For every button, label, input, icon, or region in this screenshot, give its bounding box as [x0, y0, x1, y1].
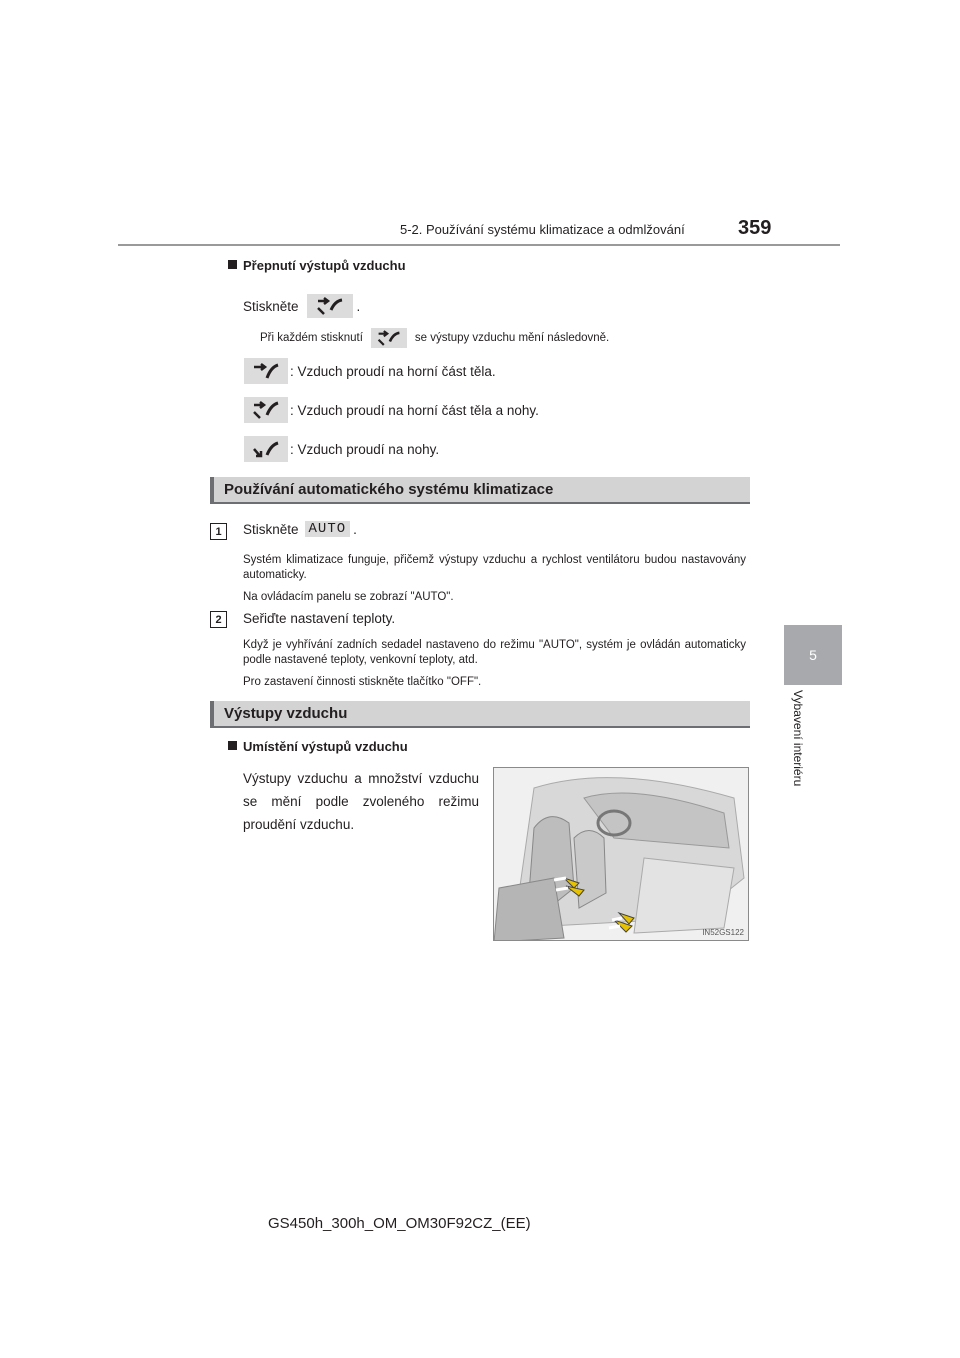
chapter-label — [786, 690, 806, 820]
step-2-note-1: Když je vyhřívání zadních sedadel nastaveno do režimu "AUTO", systém je ovládán automaticky podle nastavené teploty, venkovní teploty, atd. — [243, 639, 746, 666]
mode-note: Při každém stisknutí se výstupy vzduchu mění následovně. — [260, 328, 609, 348]
footer-code: GS450h_300h_OM_OM30F92CZ_(EE) — [268, 1215, 531, 1232]
press-mode-instruction: Stiskněte . — [243, 294, 360, 318]
vents-section-title: Výstupy vzduchu — [224, 705, 348, 722]
chapter-label-text: Vybavení interiéru — [791, 690, 805, 787]
bar-accent — [210, 701, 214, 726]
mode-row-upper: : Vzduch proudí na horní část těla. — [244, 358, 496, 384]
header-rule — [118, 244, 840, 246]
upper-body-vent-icon — [244, 358, 288, 384]
feet-vent-icon — [244, 436, 288, 462]
car-interior-drawing — [494, 768, 749, 941]
air-switch-heading: Přepnutí výstupů vzduchu — [228, 258, 406, 273]
step-1-note-1: Systém klimatizace funguje, přičemž výstupy vzduchu a rychlost ventilátoru budou nastavovány automaticky. — [243, 554, 746, 581]
auto-button-label: AUTO — [305, 521, 351, 537]
step-1-number: 1 — [210, 523, 227, 540]
page-number: 359 — [738, 217, 772, 239]
step-2-note-2: Pro zastavení činnosti stiskněte tlačítko "OFF". — [243, 676, 482, 688]
bullet-square-icon — [228, 741, 237, 750]
mode-row-feet: : Vzduch proudí na nohy. — [244, 436, 439, 462]
figure-code: IN52GS122 — [702, 928, 744, 937]
vents-description: Výstupy vzduchu a množství vzduchu se mění podle zvoleného režimu proudění vzduchu. — [243, 771, 479, 832]
step-1-text: Stiskněte AUTO . — [243, 521, 357, 537]
mode-button-small-icon — [371, 328, 407, 348]
chapter-tab: 5 — [784, 625, 842, 685]
vents-location-heading: Umístění výstupů vzduchu — [228, 739, 408, 754]
section-title: 5-2. Používání systému klimatizace a odmlžování — [400, 222, 685, 237]
bar-accent — [210, 477, 214, 502]
auto-section-title: Používání automatického systému klimatizace — [224, 481, 554, 498]
auto-section-bar — [210, 477, 750, 504]
bi-level-vent-icon — [244, 397, 288, 423]
car-interior-figure — [493, 767, 749, 941]
step-2-number: 2 — [210, 611, 227, 628]
vents-section-bar — [210, 701, 750, 728]
step-1-note-2: Na ovládacím panelu se zobrazí "AUTO". — [243, 591, 454, 603]
mode-button-icon — [307, 294, 353, 318]
step-2-text: Seřiďte nastavení teploty. — [243, 611, 396, 626]
mode-row-bilevel: : Vzduch proudí na horní část těla a nohy. — [244, 397, 539, 423]
bullet-square-icon — [228, 260, 237, 269]
